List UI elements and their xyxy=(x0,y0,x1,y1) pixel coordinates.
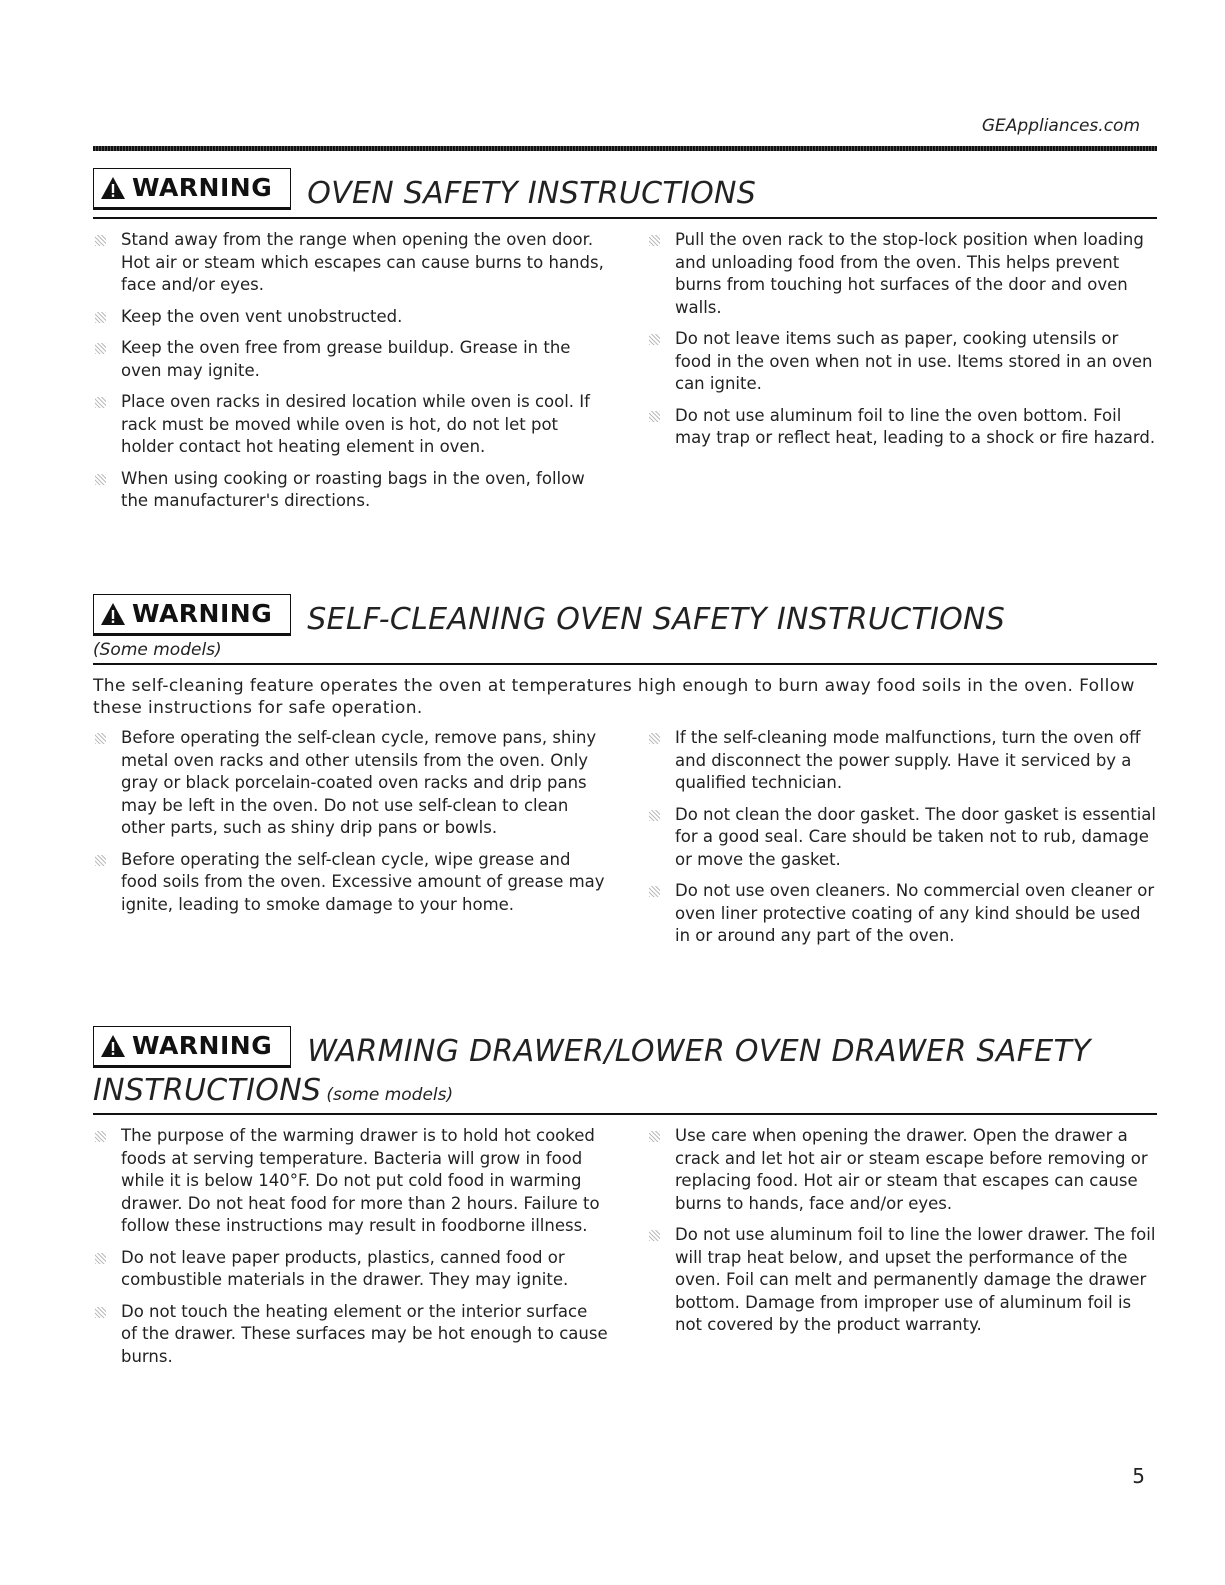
section-heading xyxy=(93,1026,1157,1072)
section-title-line2: INSTRUCTIONS xyxy=(93,1073,322,1108)
bullet-icon xyxy=(649,1230,660,1241)
list-item: Do not use aluminum foil to line the oven bottom. Foil may trap or reflect heat, leading to a shock or fire hazard. xyxy=(647,405,1157,450)
bullet-icon xyxy=(649,334,660,345)
site-url: GEAppliances.com xyxy=(981,116,1140,136)
bullet-icon xyxy=(649,733,660,744)
left-column xyxy=(93,1125,608,1377)
bullet-icon xyxy=(95,1253,106,1264)
section-title-line1: WARMING DRAWER/LOWER OVEN DRAWER SAFETY xyxy=(307,1034,1091,1069)
list-item: When using cooking or roasting bags in the oven, follow the manufacturer's directions. xyxy=(93,468,608,513)
warning-badge xyxy=(93,594,291,636)
bullet-icon xyxy=(649,810,660,821)
list-item: Do not use oven cleaners. No commercial oven cleaner or oven liner protective coating of any kind should be used in or around any part of the oven. xyxy=(647,880,1157,948)
list-item: Pull the oven rack to the stop-lock position when loading and unloading food from the oven. This helps prevent burns from touching hot surfaces of the door and oven walls. xyxy=(647,229,1157,319)
section-heading xyxy=(93,168,1157,214)
section-divider xyxy=(93,663,1157,665)
right-column xyxy=(647,1125,1157,1377)
bullet-icon xyxy=(95,733,106,744)
top-divider xyxy=(93,146,1157,151)
section-divider xyxy=(93,217,1157,219)
section-title-line2-row xyxy=(93,1072,1157,1110)
warning-triangle-icon xyxy=(100,1034,126,1058)
bullet-icon xyxy=(95,397,106,408)
bullet-icon xyxy=(649,411,660,422)
self-cleaning-section xyxy=(93,594,1157,957)
warning-label: WARNING xyxy=(132,173,273,202)
list-item: Stand away from the range when opening the oven door. Hot air or steam which escapes can cause burns to hands, face and/or eyes. xyxy=(93,229,608,297)
list-item: Before operating the self-clean cycle, wipe grease and food soils from the oven. Excessive amount of grease may ignite, leading to smoke damage to your home. xyxy=(93,849,608,917)
list-item: Before operating the self-clean cycle, remove pans, shiny metal oven racks and other utensils from the oven. Only gray or black porcelain-coated oven racks and drip pans may be left in the oven. Do not use self-clean to clean other parts, such as shiny drip pans or bowls. xyxy=(93,727,608,840)
bullet-icon xyxy=(95,343,106,354)
list-item: Keep the oven vent unobstructed. xyxy=(93,306,608,329)
list-item: Do not leave items such as paper, cooking utensils or food in the oven when not in use. Items stored in an oven can ignite. xyxy=(647,328,1157,396)
bullet-icon xyxy=(95,474,106,485)
right-column xyxy=(647,229,1157,522)
list-item: Place oven racks in desired location while oven is cool. If rack must be moved while oven is hot, do not let pot holder contact hot heating element in oven. xyxy=(93,391,608,459)
page-number: 5 xyxy=(1132,1464,1145,1488)
warning-label: WARNING xyxy=(132,1031,273,1060)
left-column xyxy=(93,229,608,522)
bullet-icon xyxy=(649,1131,660,1142)
warning-triangle-icon xyxy=(100,602,126,626)
list-item: Use care when opening the drawer. Open the drawer a crack and let hot air or steam escape before removing or replacing food. Hot air or steam that escapes can cause burns to hands, face and/or eyes. xyxy=(647,1125,1157,1215)
warning-badge xyxy=(93,1026,291,1068)
list-item: Do not touch the heating element or the interior surface of the drawer. These surfaces may be hot enough to cause burns. xyxy=(93,1301,608,1369)
models-note: (Some models) xyxy=(93,640,222,660)
list-item: The purpose of the warming drawer is to hold hot cooked foods at serving temperature. Bacteria will grow in food while it is below 140°F. Do not put cold food in warming drawer. Do not heat food for more than 2 hours. Failure to follow these instructions may result in foodborne illness. xyxy=(93,1125,608,1238)
warming-drawer-section xyxy=(93,1026,1157,1377)
list-item: Keep the oven free from grease buildup. Grease in the oven may ignite. xyxy=(93,337,608,382)
section-divider xyxy=(93,1113,1157,1115)
models-note: (some models) xyxy=(326,1085,454,1105)
bullet-icon xyxy=(95,312,106,323)
right-column xyxy=(647,727,1157,957)
section-title: SELF-CLEANING OVEN SAFETY INSTRUCTIONS xyxy=(307,602,1006,637)
list-item: If the self-cleaning mode malfunctions, turn the oven off and disconnect the power supply. Have it serviced by a qualified technician. xyxy=(647,727,1157,795)
left-column xyxy=(93,727,608,957)
bullet-icon xyxy=(95,1307,106,1318)
list-item: Do not leave paper products, plastics, canned food or combustible materials in the drawer. They may ignite. xyxy=(93,1247,608,1292)
warning-triangle-icon xyxy=(100,176,126,200)
bullet-icon xyxy=(649,886,660,897)
bullet-icon xyxy=(649,235,660,246)
bullet-icon xyxy=(95,855,106,866)
section-intro: The self-cleaning feature operates the oven at temperatures high enough to burn away food soils in the oven. Follow these instructions for safe operation. xyxy=(93,676,1135,718)
bullet-icon xyxy=(95,1131,106,1142)
section-heading xyxy=(93,594,1157,640)
list-item: Do not use aluminum foil to line the lower drawer. The foil will trap heat below, and upset the performance of the oven. Foil can melt and permanently damage the drawer bottom. Damage from improper use of aluminum foil is not covered by the product warranty. xyxy=(647,1224,1157,1337)
warning-label: WARNING xyxy=(132,599,273,628)
list-item: Do not clean the door gasket. The door gasket is essential for a good seal. Care should be taken not to rub, damage or move the gasket. xyxy=(647,804,1157,872)
section-title: OVEN SAFETY INSTRUCTIONS xyxy=(307,176,757,211)
bullet-icon xyxy=(95,235,106,246)
oven-safety-section xyxy=(93,168,1157,522)
warning-badge xyxy=(93,168,291,210)
